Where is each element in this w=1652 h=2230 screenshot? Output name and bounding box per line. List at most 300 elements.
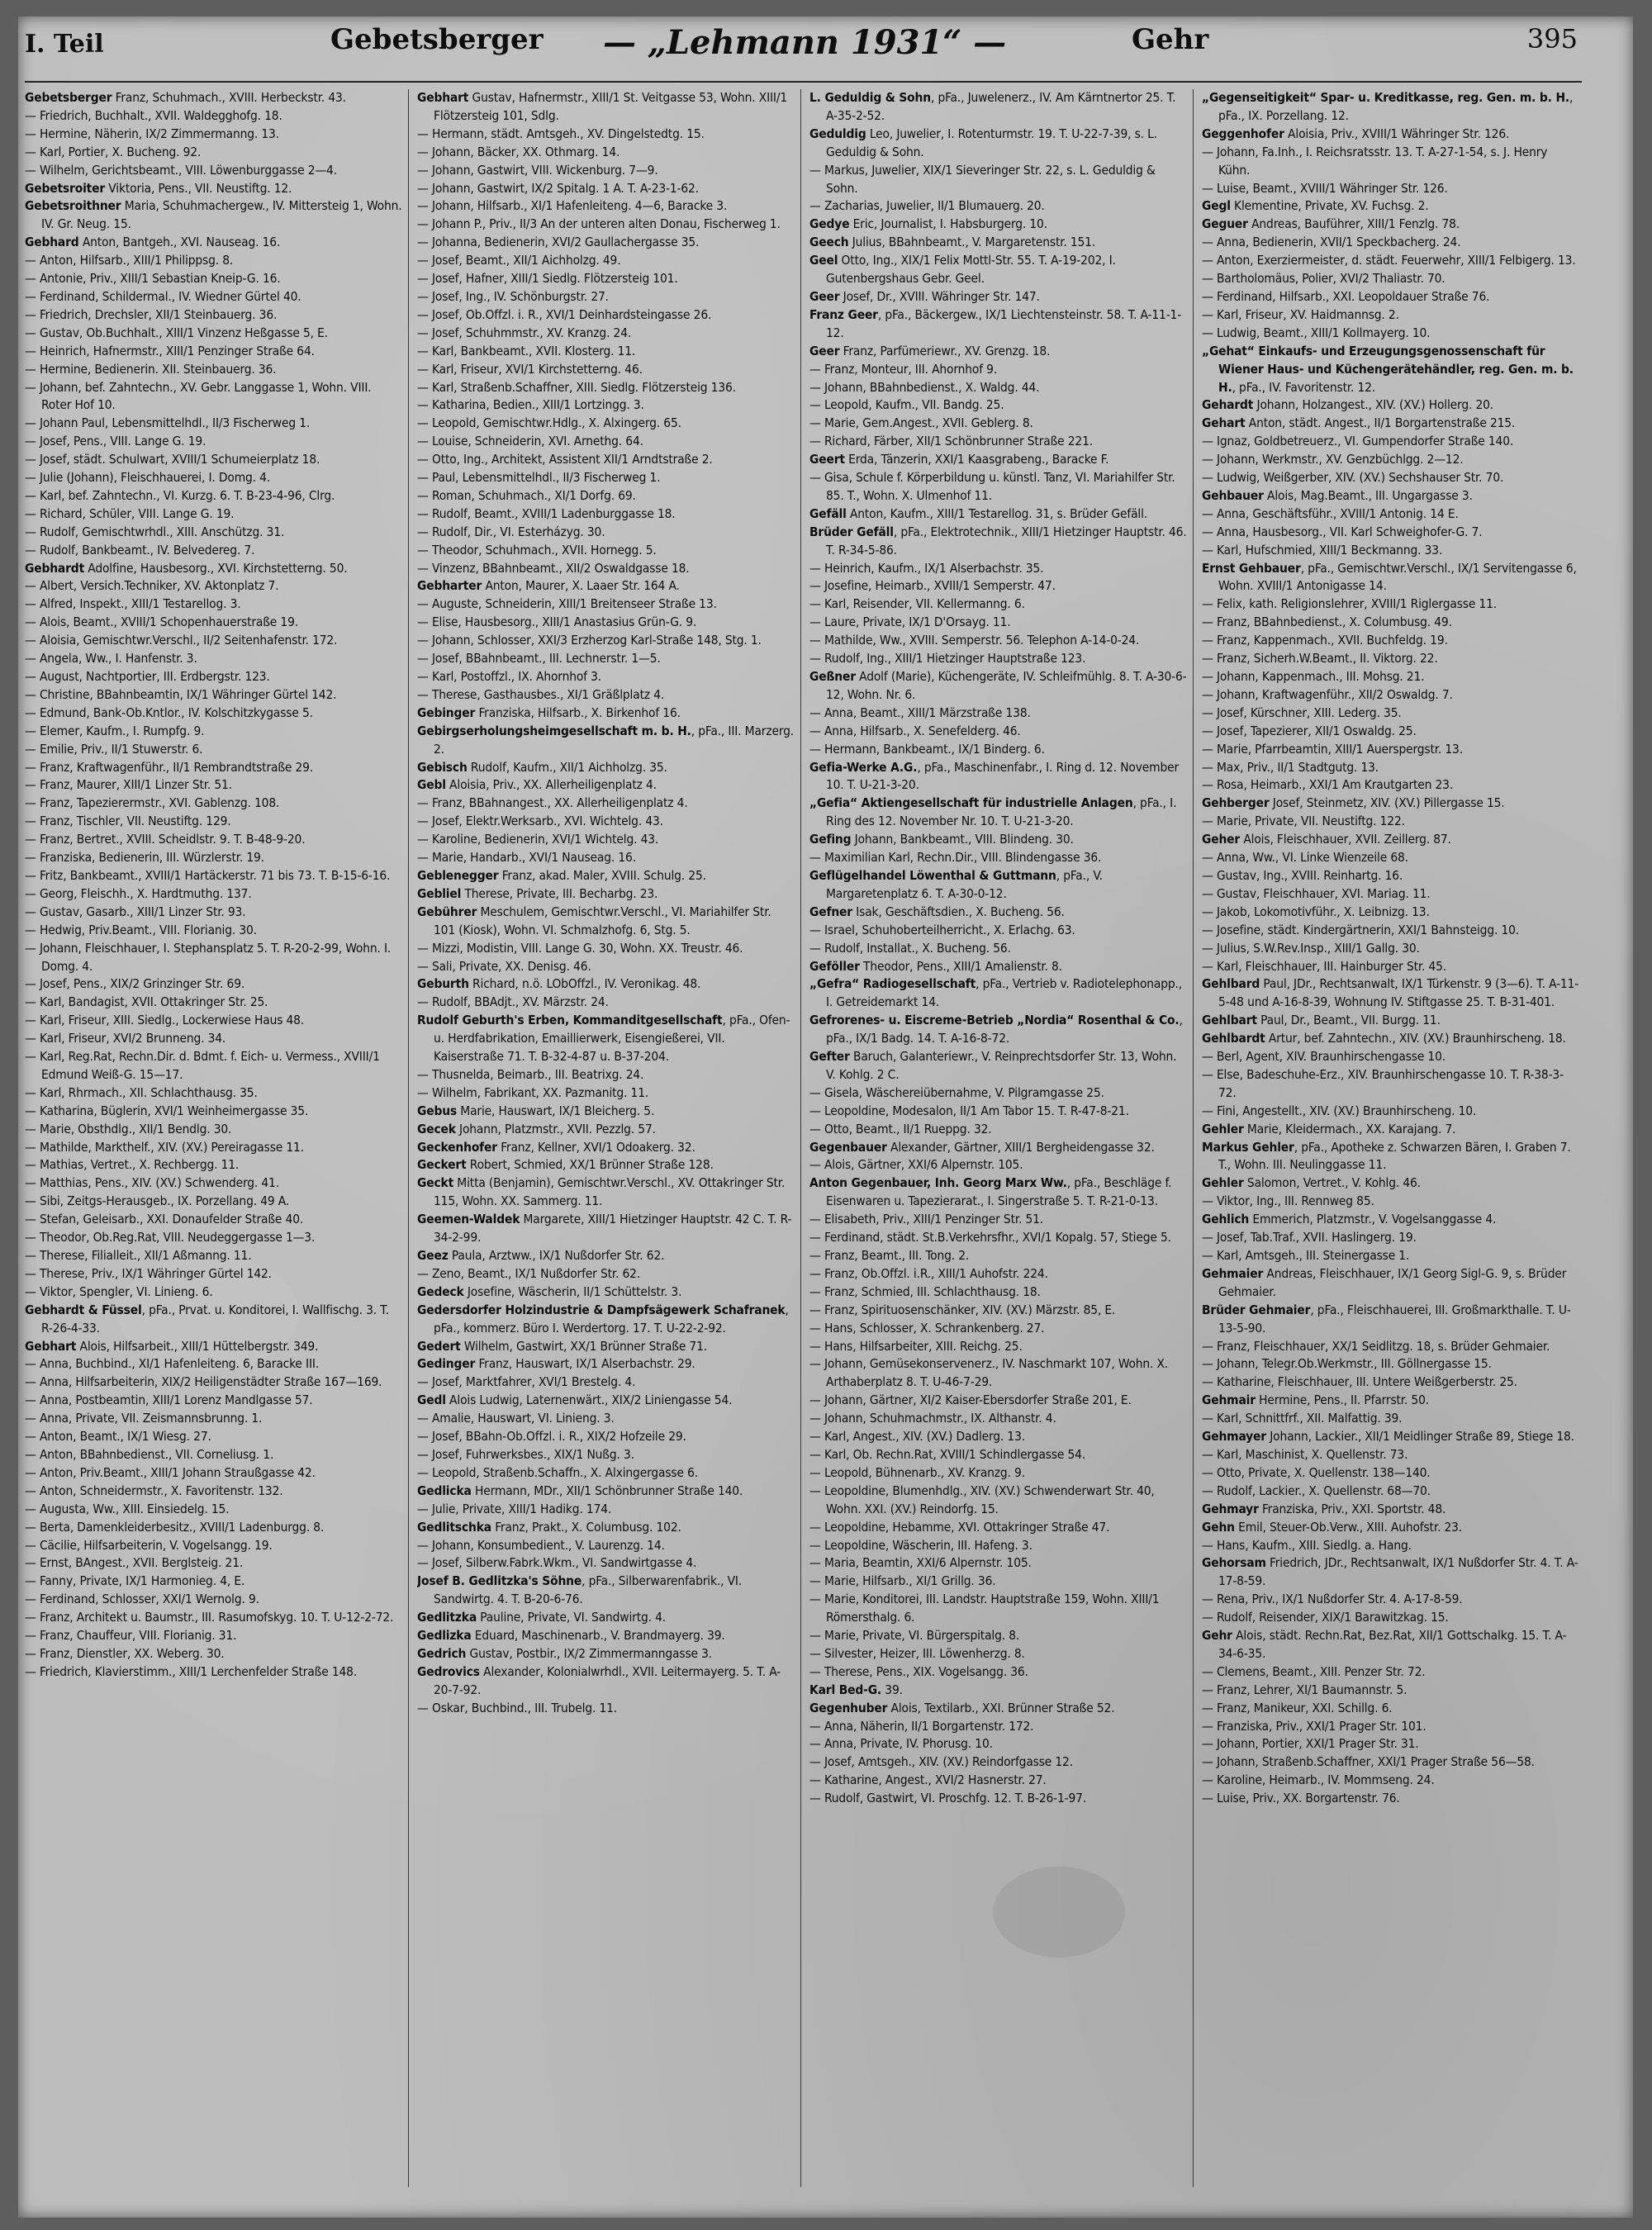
entry-details: — Anna, Beamt., XIII/1 Märzstraße 138.	[809, 705, 1031, 720]
entry-details: — Johann, Gärtner, XI/2 Kaiser-Ebersdorfer Straße 201, E.	[809, 1393, 1132, 1408]
entry-details: — Anton, Schneidermstr., X. Favoritenstr. 132.	[25, 1483, 283, 1498]
entry-details: Franziska, Priv., XXI. Sportstr. 48.	[1258, 1501, 1446, 1516]
entry-details: — Hermine, Bedienerin. XII. Steinbauerg. 36.	[25, 361, 277, 377]
entry-details: , pFa., IX/1 Badg. 14. T. A-16-8-72.	[826, 1013, 1183, 1046]
entry-details: — Johann, Fleischhauer, I. Stephansplatz 5. T. R-20-2-99, Wohn. I. Domg. 4.	[25, 940, 392, 974]
directory-entry	[417, 288, 795, 306]
directory-entry	[1202, 1355, 1581, 1374]
entry-details: — Anna, Private, IV. Phorusg. 10.	[809, 1736, 993, 1752]
entry-name: Franz Geer	[809, 306, 878, 322]
entry-details: Wilhelm, Gastwirt, XX/1 Brünner Straße 71.	[460, 1338, 707, 1354]
entry-details: — Josef, Fuhrwerksbes., XIX/1 Nußg. 3.	[417, 1446, 634, 1462]
entry-details: — Antonie, Priv., XIII/1 Sebastian Kneip-G. 16.	[25, 271, 281, 287]
entry-details: — Josef, Ing., IV. Schönburgstr. 27.	[417, 288, 609, 304]
directory-entry	[809, 197, 1188, 216]
entry-details: — Johann, bef. Zahntechn., XV. Gebr. Langgasse 1, Wohn. VIII. Roter Hof 10.	[25, 379, 372, 413]
entry-name: Gebl	[417, 777, 446, 793]
directory-entry	[417, 1410, 795, 1428]
directory-entry	[1202, 89, 1581, 126]
entry-details: — Rudolf, Gastwirt, VI. Proschfg. 12. T. B-26-1-97.	[809, 1791, 1087, 1806]
entry-details: — Franz, Maurer, XIII/1 Linzer Str. 51.	[25, 777, 232, 793]
entry-details: — Karl, Angest., XIV. (XV.) Dadlerg. 13.	[809, 1429, 1025, 1445]
directory-entry	[1202, 1392, 1581, 1410]
entry-details: — Julius, S.W.Rev.Insp., XIII/1 Gallg. 30.	[1202, 940, 1420, 956]
entry-details: — Amalie, Hauswart, VI. Linieng. 3.	[417, 1411, 615, 1426]
directory-entry	[809, 904, 1188, 922]
entry-name: Karl Bed-G.	[809, 1682, 882, 1697]
directory-entry	[809, 1229, 1188, 1247]
entry-details: Franz, Prakt., X. Columbusg. 102.	[491, 1519, 681, 1535]
directory-entry	[1202, 650, 1581, 668]
entry-details: Franz, Parfümeriewr., XV. Grenzg. 18.	[839, 343, 1051, 358]
entry-details: — Johann, Telegr.Ob.Werkmstr., III. Göllnergasse 15.	[1202, 1356, 1492, 1372]
directory-entry	[1202, 813, 1581, 831]
entry-details: — Anton, Exerziermeister, d. städt. Feuerwehr, XIII/1 Felbigerg. 13.	[1202, 253, 1576, 268]
directory-entry	[417, 433, 795, 451]
entry-details: — Rudolf, Reisender, XIX/1 Barawitzkag. 15.	[1202, 1610, 1449, 1625]
entry-details: — Augusta, Ww., XIII. Einsiedelg. 15.	[25, 1501, 230, 1516]
entry-details: — Franziska, Priv., XXI/1 Prager Str. 101.	[1202, 1718, 1427, 1734]
directory-entry	[809, 1283, 1188, 1302]
entry-details: — Maximilian Karl, Rechn.Dir., VIII. Blindengasse 36.	[809, 850, 1102, 866]
entry-name: Gehbauer	[1202, 487, 1264, 503]
directory-entry	[809, 1718, 1188, 1736]
entry-details: — Josef, Tapezierer, XII/1 Oswaldg. 25.	[1202, 723, 1417, 738]
directory-entry	[25, 144, 403, 162]
directory-entry	[25, 1609, 403, 1627]
entry-name: Gedeck	[417, 1283, 464, 1299]
entry-name: Geduldig	[809, 126, 866, 141]
entry-details: Isak, Geschäftsdien., X. Bucheng. 56.	[852, 904, 1065, 919]
entry-name: Geer	[809, 288, 840, 304]
entry-name: Gebetsberger	[25, 90, 112, 105]
entry-details: — Friedrich, Klavierstimm., XIII/1 Lerchenfelder Straße 148.	[25, 1663, 358, 1679]
entry-details: — Rudolf, Ing., XIII/1 Hietzinger Hauptstraße 123.	[809, 651, 1086, 667]
directory-entry	[1202, 1193, 1581, 1211]
entry-name: Geert	[809, 452, 845, 467]
entry-name: Gebirgserholungsheimgesellschaft m. b. H.	[417, 723, 691, 738]
entry-details: Franziska, Hilfsarb., X. Birkenhof 16.	[475, 705, 681, 720]
entry-details: — Richard, Färber, XII/1 Schönbrunner Straße 221.	[809, 434, 1093, 449]
entry-details: — Else, Badeschuhe-Erz., XIV. Braunhirschengasse 10. T. R-38-3-72.	[1202, 1066, 1564, 1100]
entry-name: Gedlitzka	[417, 1610, 477, 1625]
directory-entry	[809, 577, 1188, 595]
entry-details: — Karl, Friseur, XIII. Siedlg., Lockerwiese Haus 48.	[25, 1013, 305, 1028]
directory-entry	[1202, 1700, 1581, 1718]
entry-name: Geech	[809, 235, 849, 250]
entry-details: — Gisa, Schule f. Körperbildung u. künstl. Tanz, VI. Mariahilfer Str. 85. T., Wohn. X. Ulmenhof 11.	[809, 470, 1175, 503]
entry-name: Gedrich	[417, 1645, 467, 1661]
entry-name: Gefner	[809, 904, 852, 919]
directory-entry	[417, 126, 795, 144]
directory-entry	[809, 1735, 1188, 1753]
entry-details: — Ferdinand, Schlosser, XXI/1 Wernolg. 9.	[25, 1592, 259, 1607]
directory-entry	[809, 1265, 1188, 1283]
entry-details: , pFa., Elektrotechnik., XIII/1 Hietzinger Hauptstr. 46. T. R-34-5-86.	[826, 524, 1187, 558]
entry-details: — Ferdinand, städt. St.B.Verkehrsfhr., XVI/1 Kopalg. 57, Stiege 5.	[809, 1230, 1171, 1245]
directory-entry	[809, 1012, 1188, 1048]
entry-details: — Viktor, Ing., III. Rennweg 85.	[1202, 1193, 1374, 1209]
directory-entry	[1202, 668, 1581, 686]
entry-details: — Anna, Hilfsarbeiterin, XIX/2 Heiligenstädter Straße 167—169.	[25, 1374, 382, 1390]
directory-entry	[809, 831, 1188, 849]
entry-details: , pFa., Gemischtwr.Verschl., IX/1 Servitengasse 6, Wohn. XVIII/1 Antonigasse 14.	[1218, 560, 1577, 594]
entry-details: — Anton, Beamt., IX/1 Wiesg. 27.	[25, 1429, 211, 1445]
entry-details: — Franz, Fleischhauer, XX/1 Seidlitzg. 18, s. Brüder Gehmaier.	[1202, 1338, 1550, 1354]
entry-details: Pauline, Private, VI. Sandwirtg. 4.	[477, 1610, 667, 1625]
entry-details: — Anna, Hausbesorg., VII. Karl Schweighofer-G. 7.	[1202, 524, 1483, 539]
directory-entry	[25, 1591, 403, 1609]
entry-details: — Anna, Bedienerin, XVII/1 Speckbacherg. 24.	[1202, 235, 1461, 250]
directory-entry	[25, 89, 403, 107]
directory-entry	[809, 849, 1188, 867]
entry-details: — Josefine, städt. Kindergärtnerin, XXI/1 Bahnsteigg. 10.	[1202, 922, 1520, 937]
entry-details: Marie, Kleidermach., XX. Karajang. 7.	[1243, 1121, 1456, 1136]
directory-entry	[417, 415, 795, 433]
entry-details: Otto, Ing., XIX/1 Felix Mottl-Str. 55. T. A-19-202, I. Gutenbergshaus Gebr. Geel.	[826, 253, 1116, 287]
entry-details: — Josef, Hafner, XIII/1 Siedlg. Flötzersteig 101.	[417, 271, 678, 287]
entry-name: Geel	[809, 253, 838, 268]
directory-entry	[809, 1446, 1188, 1464]
directory-entry	[25, 234, 403, 252]
entry-name: Geßner	[809, 669, 856, 684]
entry-name: Geemen-Waldek	[417, 1212, 520, 1227]
entry-name: Gebharter	[417, 578, 482, 594]
entry-details: — Luise, Priv., XX. Borgartenstr. 76.	[1202, 1791, 1400, 1806]
directory-entry	[25, 922, 403, 940]
entry-name: Gehlbardt	[1202, 1031, 1265, 1046]
entry-details: — Oskar, Buchbind., III. Trubelg. 11.	[417, 1700, 618, 1715]
entry-details: Erda, Tänzerin, XXI/1 Kaasgrabeng., Baracke F.	[844, 452, 1109, 467]
directory-entry	[417, 795, 795, 813]
entry-details: — Anton, BBahnbedienst., VII. Corneliusg. 1.	[25, 1446, 274, 1462]
entry-details: — Johann, Portier, XXI/1 Prager Str. 31.	[1202, 1736, 1419, 1752]
entry-details: Anton, Maurer, X. Laaer Str. 164 A.	[482, 578, 680, 594]
directory-entry	[417, 1483, 795, 1501]
entry-details: Friedrich, JDr., Rechtsanwalt, IX/1 Nußdorfer Str. 4. T. A-17-8-59.	[1218, 1555, 1578, 1589]
entry-details: — Johann, Schlosser, XXI/3 Erzherzog Karl-Straße 148, Stg. 1.	[417, 633, 762, 648]
directory-entry	[25, 1355, 403, 1374]
directory-entry	[25, 632, 403, 650]
directory-entry	[25, 650, 403, 668]
entry-name: Gedert	[417, 1338, 461, 1354]
entry-details: — Josef, Kürschner, XIII. Lederg. 35.	[1202, 705, 1402, 720]
directory-entry	[417, 1355, 795, 1374]
directory-entry	[809, 451, 1188, 469]
entry-details: Emil, Steuer-Ob.Verw., XIII. Auhofstr. 23.	[1234, 1519, 1463, 1535]
entry-details: — Elise, Hausbesorg., XIII/1 Anastasius Grün-G. 9.	[417, 614, 697, 630]
directory-entry	[1202, 197, 1581, 216]
directory-entry	[25, 1483, 403, 1501]
directory-entry	[809, 1627, 1188, 1645]
entry-details: — Elemer, Kaufm., I. Rumpfg. 9.	[25, 723, 205, 738]
entry-name: Gebhart	[25, 1338, 77, 1354]
directory-entry	[1202, 396, 1581, 415]
directory-entry	[25, 306, 403, 325]
directory-entry	[25, 885, 403, 904]
directory-entry	[809, 469, 1188, 505]
directory-entry	[417, 1012, 795, 1066]
entry-name: Gehlich	[1202, 1212, 1250, 1227]
directory-entry	[1202, 325, 1581, 343]
entry-details: Viktoria, Pens., VII. Neustiftg. 12.	[105, 180, 292, 196]
directory-entry	[809, 614, 1188, 632]
entry-details: — Therese, Filialleit., XII/1 Aßmanng. 11.	[25, 1248, 252, 1263]
directory-entry	[25, 1265, 403, 1283]
entry-name: Geburth	[417, 976, 469, 992]
directory-entry	[417, 650, 795, 668]
entry-details: , pFa., kommerz. Büro I. Werdertorg. 17. T. U-22-2-92.	[434, 1302, 789, 1336]
entry-name: „Gehat“ Einkaufs- und Erzeugungsgenossenschaft für Wiener Haus- und Küchengerätehändler, reg. Gen. m. b. H.	[1202, 343, 1574, 395]
directory-entry	[25, 813, 403, 831]
entry-details: — Franz, Kappenmach., XVII. Buchfeldg. 19.	[1202, 633, 1448, 648]
entry-details: — Alfred, Inspekt., XIII/1 Testarellog. 3.	[25, 596, 241, 612]
entry-details: — Ludwig, Weißgerber, XIV. (XV.) Sechshauser Str. 70.	[1202, 470, 1504, 486]
entry-details: — Karoline, Heimarb., IV. Mommseng. 24.	[1202, 1772, 1435, 1788]
entry-details: — Karl, Ob. Rechn.Rat, XVIII/1 Schindlergasse 54.	[809, 1446, 1086, 1462]
directory-entry	[1202, 252, 1581, 270]
directory-entry	[417, 975, 795, 994]
directory-entry	[417, 343, 795, 361]
directory-entry	[809, 1772, 1188, 1790]
entry-details: — Thusnelda, Beimarb., III. Beatrixg. 24.	[417, 1066, 644, 1082]
directory-entry	[1202, 1247, 1581, 1265]
entry-name: Gefter	[809, 1049, 850, 1065]
entry-details: — Marie, Obsthdlg., XII/1 Bendlg. 30.	[25, 1121, 232, 1136]
entry-name: Gehmayer	[1202, 1429, 1266, 1445]
entry-details: — Johann, Kappenmach., III. Mohsg. 21.	[1202, 669, 1425, 684]
directory-entry	[809, 343, 1188, 361]
entry-details: Alois Ludwig, Laternenwärt., XIX/2 Liniengasse 54.	[445, 1393, 733, 1408]
directory-entry	[417, 1084, 795, 1103]
entry-details: — Gustav, Ing., XVIII. Reinhartg. 16.	[1202, 867, 1403, 883]
directory-entry	[809, 1428, 1188, 1446]
directory-entry	[25, 469, 403, 487]
entry-details: — Anna, Private, VII. Zeismannsbrunng. 1.	[25, 1411, 263, 1426]
entry-name: Geez	[417, 1248, 449, 1263]
directory-columns	[25, 89, 1586, 2187]
directory-entry	[417, 813, 795, 831]
entry-details: — Rudolf, Installat., X. Bucheng. 56.	[809, 940, 1011, 956]
entry-details: — Gustav, Ob.Buchhalt., XIII/1 Vinzenz Heßgasse 5, E.	[25, 325, 329, 340]
column-4	[1202, 89, 1586, 2187]
directory-entry	[25, 1302, 403, 1338]
entry-details: — Otto, Private, X. Quellenstr. 138—140.	[1202, 1464, 1431, 1480]
entry-name: Gegenbauer	[809, 1139, 887, 1155]
directory-entry	[417, 252, 795, 270]
directory-entry	[1202, 776, 1581, 795]
directory-entry	[417, 1501, 795, 1519]
entry-details: Johann, Platzmstr., XVII. Pezzlg. 57.	[455, 1121, 656, 1136]
entry-details: Maria, Schuhmachergew., IV. Mittersteig 1, Wohn. IV. Gr. Neug. 15.	[41, 198, 402, 232]
directory-entry	[1202, 1012, 1581, 1030]
directory-entry	[25, 107, 403, 126]
entry-details: — Hans, Hilfsarbeiter, XIII. Reichg. 25.	[809, 1338, 1023, 1354]
entry-details: — Jakob, Lokomotivführ., X. Leibnizg. 13.	[1202, 904, 1430, 919]
entry-name: Gehler	[1202, 1175, 1244, 1191]
directory-entry	[809, 89, 1188, 126]
directory-entry	[809, 1174, 1188, 1211]
directory-entry	[809, 975, 1188, 1012]
entry-details: — Paul, Lebensmittelhdl., II/3 Fischerweg 1.	[417, 470, 661, 486]
entry-details: Johann, Lackier., XII/1 Meidlinger Straße 89, Stiege 18.	[1265, 1429, 1574, 1445]
directory-entry	[25, 1012, 403, 1030]
directory-entry	[417, 1627, 795, 1645]
directory-entry	[809, 1753, 1188, 1772]
entry-name: Geer	[809, 343, 840, 358]
entry-details: Baruch, Galanteriewr., V. Reinprechtsdorfer Str. 13, Wohn. V. Kohlg. 2 C.	[826, 1049, 1177, 1082]
entry-details: — Laure, Private, IX/1 D'Orsayg. 11.	[809, 614, 1011, 630]
entry-details: — Josef, Pens., VIII. Lange G. 19.	[25, 434, 206, 449]
directory-entry	[809, 126, 1188, 162]
directory-entry	[809, 759, 1188, 795]
directory-entry	[417, 1338, 795, 1356]
entry-details: — Franz, Beamt., III. Tong. 2.	[809, 1248, 970, 1263]
entry-details: — Fritz, Bankbeamt., XVIII/1 Hartäckerstr. 71 bis 73. T. B-15-6-16.	[25, 867, 391, 883]
directory-entry	[809, 234, 1188, 252]
entry-details: — Rudolf, Gemischtwrhdl., XIII. Anschützg. 31.	[25, 524, 285, 539]
entry-details: — Mathilde, Markthelf., XIV. (XV.) Pereiragasse 11.	[25, 1139, 304, 1155]
directory-entry	[417, 524, 795, 542]
entry-details: Andreas, Bauführer, XIII/1 Fenzlg. 78.	[1247, 216, 1460, 232]
entry-details: — Franz, Chauffeur, VIII. Florianig. 31.	[25, 1628, 237, 1644]
directory-entry	[25, 1174, 403, 1193]
directory-entry	[809, 1700, 1188, 1718]
directory-entry	[1202, 849, 1581, 867]
directory-entry	[417, 216, 795, 234]
entry-name: Markus Gehler	[1202, 1139, 1294, 1155]
entry-details: — Anna, Postbeamtin, XIII/1 Lorenz Mandlgasse 57.	[25, 1393, 313, 1408]
directory-entry	[25, 975, 403, 994]
entry-name: Josef B. Gedlitzka's Söhne	[417, 1573, 582, 1589]
entry-details: Eduard, Maschinenarb., V. Brandmayerg. 39.	[471, 1628, 725, 1644]
last-entry-name: Gehr	[1132, 23, 1209, 56]
directory-entry	[1202, 1735, 1581, 1753]
entry-details: — Fanny, Private, IX/1 Harmonieg. 4, E.	[25, 1573, 245, 1589]
entry-name: Gehmayr	[1202, 1501, 1259, 1516]
directory-entry	[25, 1428, 403, 1446]
entry-details: — Matthias, Pens., XIV. (XV.) Schwenderg. 41.	[25, 1175, 279, 1191]
directory-entry	[25, 487, 403, 505]
entry-details: — Alois, Beamt., XVIII/1 Schopenhauerstraße 19.	[25, 614, 298, 630]
entry-name: Anton Gegenbauer, Inh. Georg Marx Ww.	[809, 1175, 1067, 1191]
entry-name: Geckenhofer	[417, 1139, 497, 1155]
entry-details: Alexander, Gärtner, XIII/1 Bergheidengasse 32.	[886, 1139, 1155, 1155]
directory-entry	[1202, 975, 1581, 1012]
directory-entry	[25, 686, 403, 705]
directory-entry	[809, 1084, 1188, 1103]
entry-details: — Therese, Priv., IX/1 Währinger Gürtel 142.	[25, 1265, 272, 1281]
entry-name: Gebetsroiter	[25, 180, 106, 196]
entry-name: Gefäll	[809, 505, 847, 521]
entry-details: — Karl, Bankbeamt., XVII. Klosterg. 11.	[417, 343, 636, 358]
directory-entry	[25, 542, 403, 560]
directory-entry	[809, 396, 1188, 415]
directory-entry	[809, 379, 1188, 397]
directory-entry	[809, 922, 1188, 940]
directory-entry	[1202, 288, 1581, 306]
directory-entry	[1202, 560, 1581, 596]
directory-entry	[25, 1446, 403, 1464]
directory-entry	[25, 1084, 403, 1103]
entry-name: Brüder Gehmaier	[1202, 1302, 1311, 1317]
entry-name: Gecek	[417, 1121, 456, 1136]
directory-entry	[25, 126, 403, 144]
directory-entry	[809, 1355, 1188, 1392]
directory-entry	[25, 705, 403, 723]
entry-details: — Theodor, Schuhmach., XVII. Hornegg. 5.	[417, 542, 657, 558]
entry-details: Franz, Schuhmach., XVIII. Herbeckstr. 43.	[112, 90, 346, 105]
directory-entry	[25, 433, 403, 451]
entry-details: — Emilie, Priv., II/1 Stuwerstr. 6.	[25, 741, 203, 757]
directory-entry	[417, 1139, 795, 1157]
directory-entry	[417, 849, 795, 867]
entry-details: — Johann, Bäcker, XX. Othmarg. 14.	[417, 144, 620, 159]
entry-details: Alois, städt. Rechn.Rat, Bez.Rat, XII/1 Gottschalkg. 15. T. A-34-6-35.	[1218, 1628, 1567, 1661]
directory-entry	[417, 306, 795, 325]
directory-entry	[1202, 415, 1581, 433]
entry-details: — Luise, Beamt., XVIII/1 Währinger Str. 126.	[1202, 180, 1448, 196]
directory-entry	[417, 1645, 795, 1663]
directory-entry	[1202, 1121, 1581, 1139]
directory-entry	[1202, 741, 1581, 759]
page-number: 395	[1526, 23, 1578, 55]
directory-entry	[417, 361, 795, 379]
directory-entry	[1202, 306, 1581, 325]
entry-details: — Richard, Schüler, VIII. Lange G. 19.	[25, 505, 235, 521]
directory-entry	[417, 632, 795, 650]
directory-entry	[809, 162, 1188, 198]
directory-entry	[417, 1283, 795, 1302]
entry-name: Gebührer	[417, 904, 477, 919]
directory-entry	[809, 1392, 1188, 1410]
entry-details: — Karl, bef. Zahntechn., VI. Kurzg. 6. T. B-23-4-96, Clrg.	[25, 487, 335, 503]
entry-details: Alois, Textilarb., XXI. Brünner Straße 52.	[887, 1700, 1115, 1715]
directory-entry	[1202, 958, 1581, 976]
entry-details: Franz, Hauswart, IX/1 Alserbachstr. 29.	[475, 1356, 695, 1372]
entry-details: , pFa., V. Margaretenplatz 6. T. A-30-0-12.	[826, 867, 1103, 901]
entry-details: Robert, Schmied, XX/1 Brünner Straße 128.	[466, 1157, 714, 1173]
directory-entry	[25, 415, 403, 433]
directory-entry	[25, 577, 403, 595]
entry-details: Adolfine, Hausbesorg., XVI. Kirchstetterng. 50.	[84, 560, 348, 576]
directory-entry	[25, 343, 403, 361]
directory-entry	[1202, 1103, 1581, 1121]
entry-details: — Ignaz, Goldbetreuerz., VI. Gumpendorfer Straße 140.	[1202, 434, 1514, 449]
directory-entry	[809, 1139, 1188, 1157]
entry-details: — Franz, Lehrer, XI/1 Baumannstr. 5.	[1202, 1682, 1408, 1697]
entry-details: , pFa., Silberwarenfabrik., VI. Sandwirtg. 4. T. B-20-6-76.	[434, 1573, 743, 1607]
directory-entry	[809, 306, 1188, 343]
directory-entry	[1202, 723, 1581, 741]
entry-details: — Rudolf, Lackier., X. Quellenstr. 68—70.	[1202, 1483, 1431, 1498]
directory-entry	[809, 1121, 1188, 1139]
entry-details: , pFa., Ofen- u. Herdfabrikation, Emaillierwerk, Eisengießerei, VII. Kaiserstraße 71. T. B-32-4-87 u. B-37-204.	[434, 1013, 790, 1065]
entry-name: Gedersdorfer Holzindustrie & Dampfsägewerk Schafranek	[417, 1302, 786, 1317]
directory-entry	[1202, 1772, 1581, 1790]
entry-details: — Franz, Kraftwagenführ., II/1 Rembrandtstraße 29.	[25, 759, 314, 775]
directory-entry	[417, 1174, 795, 1211]
entry-details: — Angela, Ww., I. Hanfenstr. 3.	[25, 651, 197, 667]
entry-details: — Leopold, Bühnenarb., XV. Kranzg. 9.	[809, 1464, 1025, 1480]
directory-entry	[25, 1519, 403, 1537]
directory-entry	[1202, 524, 1581, 542]
entry-details: — Ferdinand, Hilfsarb., XXI. Leopoldauer Straße 76.	[1202, 288, 1490, 304]
entry-details: — Josef, städt. Schulwart, XVIII/1 Schumeierplatz 18.	[25, 452, 320, 467]
entry-name: Gehlbard	[1202, 976, 1260, 992]
directory-entry	[25, 270, 403, 288]
directory-entry	[417, 1446, 795, 1464]
